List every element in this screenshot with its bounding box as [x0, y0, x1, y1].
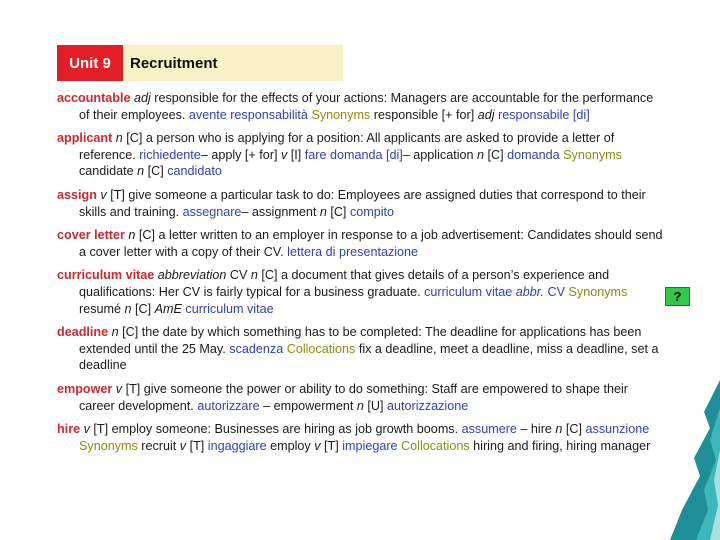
entry-grammar-label: n: [250, 268, 258, 283]
entry-headword: cover letter: [57, 228, 125, 243]
entry-headword: empower: [57, 381, 113, 396]
entry-translation: richiedente: [139, 147, 201, 162]
entry-grammar-label: n: [319, 204, 327, 219]
entry-grammar-label: n: [115, 131, 123, 146]
entry-grammar-label: v: [100, 187, 107, 202]
entry-grammar-label: abbreviation: [157, 268, 227, 283]
entry-grammar-label: n: [128, 228, 136, 243]
entry-text: [T] employ someone: Businesses are hiring as job growth booms.: [89, 422, 462, 437]
entry-text: responsible [+ for]: [370, 107, 478, 122]
entry-text: [C]: [144, 164, 168, 179]
glossary-entry: [57, 381, 667, 414]
entry-translation: fare domanda [di]: [304, 147, 403, 162]
entry-translation: ingaggiare: [207, 438, 267, 453]
glossary-entry: [57, 324, 667, 374]
entry-text: [C] a letter written to an employer in response to a job advertisement: Candidates should send a cover letter with a copy of their CV.: [79, 228, 663, 259]
entry-text: [C]: [484, 147, 508, 162]
entry-text: [C]: [562, 422, 586, 437]
entry-text: [T]: [186, 438, 208, 453]
entry-text: [I]: [287, 147, 305, 162]
entry-translation: CV: [547, 284, 566, 299]
entry-text: – application: [402, 147, 478, 162]
entry-grammar-label: n: [555, 422, 563, 437]
entry-grammar-label: AmE: [154, 301, 182, 316]
entry-grammar-label: n: [477, 147, 485, 162]
entry-text: hiring and firing, hiring manager: [469, 438, 651, 453]
glossary-entry: [57, 130, 667, 180]
entry-grammar-label: n: [124, 301, 132, 316]
entry-translation: abbr.: [515, 284, 545, 299]
entry-text: candidate: [79, 164, 138, 179]
entry-headword: curriculum vitae: [57, 268, 155, 283]
entry-text: [U]: [363, 398, 388, 413]
entry-grammar-label: v: [179, 438, 187, 453]
entry-text: resumé: [79, 301, 125, 316]
unit-label: Unit 9: [57, 45, 123, 81]
entry-text: [T] give someone the power or ability to do something: Staff are empowered to shape their career development.: [79, 381, 628, 413]
entry-headword: hire: [57, 422, 81, 437]
glossary-entry: [57, 267, 667, 317]
unit-title: Recruitment: [130, 54, 218, 72]
entry-section-label: Synonyms: [311, 107, 371, 122]
entry-text: – apply [+ for]: [200, 147, 281, 162]
entry-section-label: Collocations: [401, 438, 470, 453]
entry-grammar-label: n: [356, 398, 364, 413]
entry-text: fix a deadline, meet a deadline, miss a deadline, set a deadline: [79, 341, 659, 373]
corner-decoration: [660, 380, 720, 540]
entry-grammar-label: adj: [133, 91, 151, 105]
entry-grammar-label: n: [111, 325, 119, 340]
entry-grammar-label: adj: [477, 107, 495, 122]
entry-text: [C] a person who is applying for a position: All applicants are asked to provide a letter of reference.: [79, 131, 615, 162]
entry-translation: scadenza: [229, 341, 284, 356]
entry-text: [C]: [131, 301, 155, 316]
entry-translation: assunzione: [585, 422, 650, 437]
entry-translation: curriculum vitae: [185, 301, 274, 316]
unit-header: [57, 45, 343, 81]
entry-headword: assign: [57, 187, 97, 202]
entry-grammar-label: v: [115, 381, 123, 396]
entry-grammar-label: n: [137, 164, 145, 179]
entry-text: – empowerment: [259, 398, 357, 413]
entry-text: employ: [266, 438, 315, 453]
entry-text: [T]: [320, 438, 343, 453]
entry-translation: domanda: [507, 147, 560, 162]
entry-grammar-label: v: [280, 147, 288, 162]
entry-translation: curriculum vitae: [424, 284, 513, 299]
entry-translation: responsabile [di]: [498, 107, 590, 122]
entry-translation: lettera di presentazione: [287, 244, 419, 259]
help-button[interactable]: ?: [665, 287, 690, 306]
entry-translation: avente responsabilità: [188, 107, 308, 122]
entry-translation: assegnare: [182, 204, 242, 219]
entry-grammar-label: v: [314, 438, 321, 453]
entry-translation: autorizzazione: [387, 398, 469, 413]
entry-section-label: Synonyms: [568, 284, 628, 299]
entry-text: – assignment: [241, 204, 320, 219]
entry-section-label: Synonyms: [79, 438, 138, 453]
glossary-entry: [57, 227, 667, 260]
entry-headword: deadline: [57, 325, 109, 340]
entry-text: recruit: [137, 438, 180, 453]
entry-text: [C]: [326, 204, 350, 219]
entry-text: – hire: [516, 422, 556, 437]
glossary-list: [57, 90, 667, 461]
entry-headword: applicant: [57, 131, 113, 146]
entry-translation: impiegare: [342, 438, 398, 453]
entry-section-label: Synonyms: [563, 147, 622, 162]
entry-translation: compito: [349, 204, 395, 219]
glossary-entry: [57, 90, 667, 123]
entry-grammar-label: v: [83, 422, 90, 437]
glossary-entry: [57, 421, 667, 454]
glossary-entry: [57, 187, 667, 220]
entry-translation: autorizzare: [197, 398, 260, 413]
entry-text: [C] a document that gives details of a person’s experience and qualifications: Her CV is fairly typical for a business graduate.: [79, 268, 610, 299]
entry-text: [C] the date by which something has to be completed: The deadline for applications has been extended until the 25 May.: [79, 325, 642, 356]
entry-text: CV: [226, 268, 251, 283]
entry-text: responsible for the effects of your actions: Managers are accountable for the performance of their employees.: [79, 91, 654, 122]
entry-headword: accountable: [57, 91, 131, 105]
entry-text: [T] give someone a particular task to do: Employees are assigned duties that correspond to their skills and training.: [79, 187, 646, 219]
entry-translation: candidato: [167, 164, 222, 179]
entry-translation: assumere: [461, 422, 517, 437]
entry-section-label: Collocations: [286, 341, 356, 356]
